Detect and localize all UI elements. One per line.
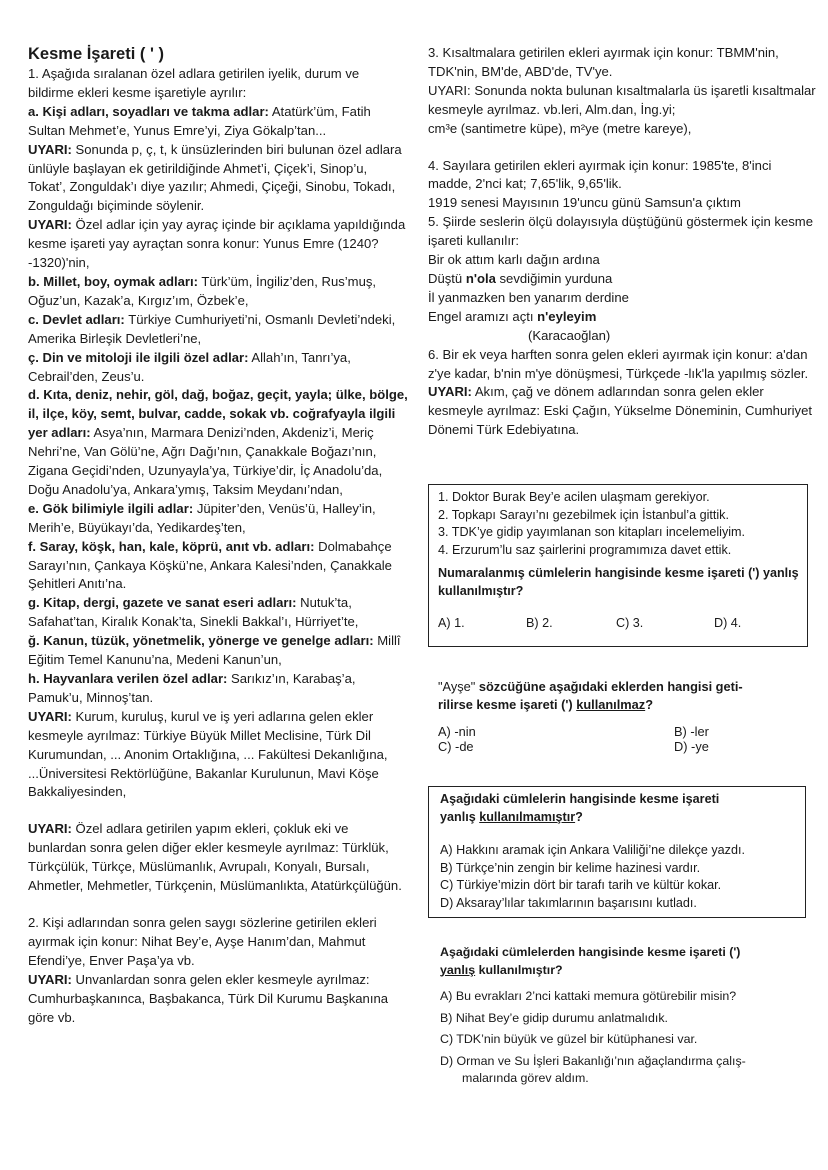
- q4-option-d[interactable]: D) Orman ve Su İşleri Bakanlığı’nın ağaçlandırma çalış- malarında görev aldım.: [440, 1053, 746, 1085]
- q4-question: Aşağıdaki cümlelerden hangisinde kesme işareti ('): [440, 945, 741, 959]
- poem-line-4: Engel aramızı açtı n'eyleyim: [428, 308, 597, 324]
- right-column: [428, 44, 818, 440]
- rule-5: 5. Şiirde seslerin ölçü dolayısıyla düştüğünü göstermek için kesme işareti kullanılır:: [428, 214, 813, 249]
- q1-option-b[interactable]: B) 2.: [526, 615, 553, 630]
- q3-option-c[interactable]: C) Türkiye’mizin dört bir tarafı tarih ve kültür kokar.: [440, 878, 722, 893]
- rule-1d: d. Kıta, deniz, nehir, göl, dağ, boğaz, geçit, yayla; ülke, bölge, il, ilçe, köy, semt, bulvar, cadde, sokak vb. coğrafyayla ilgili yer adları: Asya’nın, Marmara Denizi’nden, Akdeniz’i, Meriç Nehri’ne, Van Gölü’ne, Ağrı Dağı’nın, Çanakkale Boğazı’nın, Zigana Geçidi’nden, Uzunyayla’ya, Türkiye’dir, İç Anadolu’da, Doğu Anadolu’ya, Ankara’ymış, Taksim Meydanı’ndan,: [28, 387, 408, 497]
- page-title: Kesme İşareti ( ' ): [28, 45, 164, 63]
- warning-5: UYARI: Unvanlardan sonra gelen ekler kesmeyle ayrılmaz: Cumhurbaşkanınca, Başbakanca, Türk Dil Kurumu Başkanına göre vb.: [28, 971, 389, 1025]
- rule-1b: b. Millet, boy, oymak adları: Türk’üm, İngiliz’den, Rus’muş, Oğuz’un, Kazak’a, Kırgız’ım, Özbek’e,: [28, 273, 377, 308]
- poem-author: (Karacaoğlan): [528, 327, 611, 343]
- rule-1gg: ğ. Kanun, tüzük, yönetmelik, yönerge ve genelge adları: Millî Eğitim Temel Kanunu’na, Medeni Kanun’un,: [28, 633, 401, 668]
- rule-1g: g. Kitap, dergi, gazete ve sanat eseri adları: Nutuk’ta, Safahat’tan, Kiralık Konak’ta, Sinekli Bakkal’ı, Hürriyet’te,: [28, 595, 359, 630]
- warning-3: UYARI: Kurum, kuruluş, kurul ve iş yeri adlarına gelen ekler kesmeyle ayrılmaz: Türkiye Büyük Millet Meclisine, Türk Dil Kurumundan, ... Anonim Ortaklığına, ... Fakültesi Dekanlığına, ...Üniversitesi Rektörlüğüne, Bakanlar Kurulunun, Mavi Köşe Bakkaliyesinden,: [28, 708, 388, 800]
- rule-1: 1. Aşağıda sıralanan özel adlara getirilen iyelik, durum ve bildirme ekleri kesme işaretiyle ayrılır:: [28, 66, 360, 100]
- q3-option-b[interactable]: B) Türkçe’nin zengin bir kelime hazinesi vardır.: [440, 860, 701, 875]
- warning-2: UYARI: Özel adlar için yay ayraç içinde bir açıklama yapıldığında kesme işareti yay ayraçtan sonra konur: Yunus Emre (1240?-1320)'nin,: [28, 217, 406, 271]
- q1-question: Numaralanmış cümlelerin hangisinde kesme işareti (') yanlış kullanılmıştır?: [438, 566, 799, 598]
- question-4: Aşağıdaki cümlelerden hangisinde kesme işareti (') yanlış kullanılmıştır? A) Bu evrakları 2’nci kattaki memura götürebilir misin? B) Nihat Bey’e gidip durumu anlatmalıdık. C) TDK’nin büyük ve güzel bir kütüphanesi var. D) Orman ve Su İşleri Bakanlığı’nın ağaçlandırma çalış- malarında görev aldım.: [440, 944, 810, 1088]
- rule-4: 4. Sayılara getirilen ekleri ayırmak için konur: 1985'te, 8'inci madde, 2'nci kat; 7,65'lik, 9,65'lik.: [428, 157, 772, 192]
- q4-option-a[interactable]: A) Bu evrakları 2’nci kattaki memura götürebilir misin?: [440, 989, 737, 1003]
- rule-1cc: ç. Din ve mitoloji ile ilgili özel adlar: Allah’ın, Tanrı’ya, Cebrail’den, Zeus’u.: [28, 349, 351, 384]
- warning-6-examples: cm³e (santimetre küpe), m²ye (metre kareye),: [428, 120, 692, 136]
- warning-4: UYARI: Özel adlara getirilen yapım ekleri, çokluk eki ve bunlardan sonra gelen diğer ekler kesmeyle ayrılmaz: Türklük, Türkçülük, Türkçe, Müslümanlık, Avrupalı, Konyalı, Bursalı, Ahmetler, Mehmetler, Türkçenin, Müslümanlıkta, Atatürkçülüğün.: [28, 821, 402, 894]
- question-2: "Ayşe" sözcüğüne aşağıdaki eklerden hangisi geti- rilirse kesme işareti (') kullanılmaz? A) -nin B) -ler C) -de D) -ye: [438, 678, 808, 759]
- q1-options: [438, 615, 807, 633]
- q1-sentence-2: 2. Topkapı Sarayı’nı gezebilmek için İstanbul’a gittik.: [438, 507, 729, 522]
- q2-option-a[interactable]: A) -nin: [438, 724, 476, 739]
- q2-option-c[interactable]: C) -de: [438, 739, 474, 754]
- rule-1a: a. Kişi adları, soyadları ve takma adlar: Atatürk’üm, Fatih Sultan Mehmet’e, Yunus Emre’yi, Ziya Gökalp’tan...: [28, 103, 371, 138]
- rule-1f: f. Saray, köşk, han, kale, köprü, anıt vb. adları: Dolmabahçe Sarayı’nın, Çankaya Köşkü’ne, Ankara Kalesi’nden, Çanakkale Şehitleri Anıtı’na.: [28, 538, 392, 592]
- q4-option-b[interactable]: B) Nihat Bey’e gidip durumu anlatmalıdık.: [440, 1010, 668, 1025]
- poem-line-3: İl yanmazken ben yanarım derdine: [428, 289, 629, 305]
- q2-option-b[interactable]: B) -ler: [674, 724, 709, 739]
- poem-line-2: Düştü n'ola sevdiğimin yurduna: [428, 270, 613, 286]
- rule-6: 6. Bir ek veya harften sonra gelen ekleri ayırmak için konur: a'dan z'ye kadar, b'nin m'ye dönüşmesi, Türkçede -lık'la yapılmış sözler.: [428, 346, 809, 381]
- rule-2: 2. Kişi adlarından sonra gelen saygı sözlerine getirilen ekleri ayırmak için konur: Nihat Bey’e, Ayşe Hanım’dan, Mahmut Efendi’ye, Enver Paşa’ya vb.: [28, 914, 377, 968]
- q4-option-c[interactable]: C) TDK’nin büyük ve güzel bir kütüphanesi var.: [440, 1032, 698, 1046]
- left-column: [28, 44, 408, 1027]
- poem-line-1: Bir ok attım karlı dağın ardına: [428, 252, 600, 268]
- rule-3: 3. Kısaltmalara getirilen ekleri ayırmak için konur: TBMM'nin, TDK'nin, BM'de, ABD'de, TV'ye.: [428, 45, 779, 79]
- q1-sentence-4: 4. Erzurum’lu saz şairlerini programımıza davet ettik.: [438, 542, 732, 557]
- q1-option-c[interactable]: C) 3.: [616, 615, 644, 630]
- q1-option-a[interactable]: A) 1.: [438, 615, 465, 630]
- question-3-box: Aşağıdaki cümlelerin hangisinde kesme işareti yanlış kullanılmamıştır? A) Hakkını aramak için Ankara Valiliği’ne dilekçe yazdı. B) Türkçe’nin zengin bir kelime hazinesi vardır. C) Türkiye’mizin dört bir tarafı tarih ve kültür kokar. D) Aksaray’lılar takımlarının başarısını kutladı.: [428, 786, 806, 918]
- rule-1c: c. Devlet adları: Türkiye Cumhuriyeti’ni, Osmanlı Devleti’ndeki, Amerika Birleşik Devletleri’ne,: [28, 311, 396, 346]
- q3-question: Aşağıdaki cümlelerin hangisinde kesme işareti: [440, 792, 720, 806]
- warning-6: UYARI: Sonunda nokta bulunan kısaltmalarla üs işaretli kısaltmalar kesmeyle ayrılmaz. vb.leri, Alm.dan, İng.yi;: [428, 82, 816, 117]
- q2-option-d[interactable]: D) -ye: [674, 739, 709, 754]
- q2-question: "Ayşe" sözcüğüne aşağıdaki eklerden hangisi geti-: [438, 679, 743, 694]
- rule-1h: h. Hayvanlara verilen özel adlar: Sarıkız’ın, Karabaş’a, Pamuk’u, Minnoş’tan.: [28, 671, 356, 705]
- q3-option-a[interactable]: A) Hakkını aramak için Ankara Valiliği’ne dilekçe yazdı.: [440, 843, 745, 858]
- question-1-box: [428, 484, 808, 647]
- q1-option-d[interactable]: D) 4.: [714, 615, 742, 630]
- q2-options: [438, 723, 808, 759]
- q1-sentence-1: 1. Doktor Burak Bey’e acilen ulaşmam gerekiyor.: [438, 490, 710, 504]
- q3-option-d[interactable]: D) Aksaray’lılar takımlarının başarısını kutladı.: [440, 895, 697, 910]
- rule-1e: e. Gök bilimiyle ilgili adlar: Jüpiter’den, Venüs’ü, Halley’in, Merih’e, Büyükayı’da, Yedikardeş’ten,: [28, 500, 376, 535]
- warning-1: UYARI: Sonunda p, ç, t, k ünsüzlerinden biri bulunan özel adlara ünlüyle başlayan ek getirildiğinde Ahmet’i, Çiçek’i, Sinop’u, Tokat’, Zonguldak’ı diye yazılır; Ahmedi, Çiçeği, Sinobu, Tokadı, Zonguldağı biçiminde söylenir.: [28, 141, 402, 214]
- warning-7: UYARI: Akım, çağ ve dönem adlarından sonra gelen ekler kesmeyle ayrılmaz: Eski Çağın, Yükselme Döneminin, Cumhuriyet Dönemi Türk Edebiyatına.: [428, 384, 812, 438]
- rule-4-example: 1919 senesi Mayısının 19'uncu günü Samsun'a çıktım: [428, 195, 741, 211]
- q1-sentence-3: 3. TDK’ye gidip yayımlanan son kitapları incelemeliyim.: [438, 525, 746, 540]
